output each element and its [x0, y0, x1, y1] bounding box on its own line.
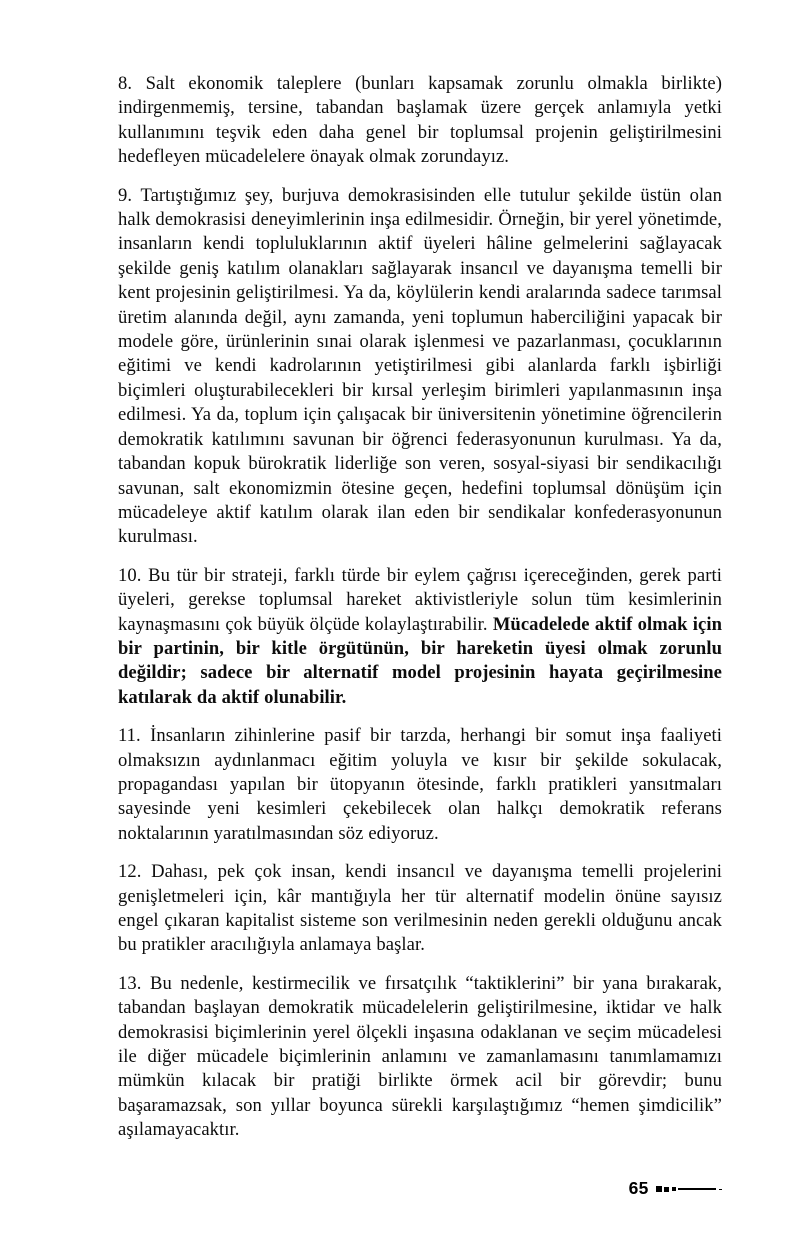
ornament-square-small-icon: [672, 1187, 676, 1191]
paragraph-8: 8. Salt ekonomik taleplere (bunları kapsamak zorunlu olmakla birlikte) indirgenmemiş, tersine, tabandan başlamak üzere gerçek anlamıyla yetki kullanımını teşvik eden daha genel bir toplumsal projenin geliştirilmesini hedefleyen mücadelelere önayak olmak zorundayız.: [118, 73, 722, 168]
ornament-tail-icon: [719, 1189, 722, 1190]
paragraph-9: 9. Tartıştığımız şey, burjuva demokrasisinden elle tutulur şekilde üstün olan halk demokrasisi deneyimlerinin inşa edilmesidir. Örneğin, bir yerel yönetimde, insanların kendi topluluklarının aktif üyeleri hâline gelmelerini sağlayacak şekilde geniş katılım olanakları sağlayarak insancıl ve dayanışma temelli bir kent projesinin geliştirilmesi. Ya da, köylülerin kendi aralarında sadece tarımsal üretim alanında değil, aynı zamanda, yeni toplumun haberciliğini yapacak bir modele göre, ürünlerinin sınai olarak işlenmesi ve pazarlanması, çocuklarının eğitimi ve kendi kadrolarının yetiştirilmesi gibi alanlarda farklı işbirliği biçimleri oluşturabilecekleri bir kırsal yerleşim birimleri yapılanmasının inşa edilmesi. Ya da, toplum için çalışacak bir üniversitenin yönetimine öğrencilerin demokratik katılımını savunan bir öğrenci federasyonunun kurulması. Ya da, tabandan kopuk bürokratik liderliğe son veren, sosyal-siyasi bir sendikacılığı savunan, salt ekonomizmin ötesine geçen, hedefini toplumsal dönüşüm için mücadeleye aktif katılım olarak ilan eden bir sendikalar konfederasyonunun kurulması.: [118, 184, 722, 548]
paragraph-10-normal-run: 10. Bu tür bir strateji, farklı türde bir eylem çağrısı içereceğinden, gerek parti üyeleri, gerekse toplumsal hareket aktivistleriyle solun tüm kesimlerinin kaynaşmasını çok büyük ölçüde kolaylaştırabilir.: [118, 564, 722, 635]
paragraph-11: 11. İnsanların zihinlerine pasif bir tarzda, herhangi bir somut inşa faaliyeti olmaksızın aydınlanmacı eğitim yoluyla ve kısır bir şekilde sokulacak, propagandası yapılan bir ütopyanın ötesinde, farklı pratikleri yansıtmaları sayesinde yeni kesimleri çekebilecek olan halkçı demokratik referans noktalarının yaratılmasından söz ediyoruz.: [118, 725, 722, 844]
ornament-square-large-icon: [656, 1186, 662, 1192]
page-number: 65: [628, 1178, 649, 1199]
text-column: [118, 72, 722, 1143]
ornament-square-medium-icon: [664, 1187, 669, 1192]
ornament-rule-icon: [678, 1188, 716, 1191]
paragraph-12: 12. Dahası, pek çok insan, kendi insancıl ve dayanışma temelli projelerini genişletmeleri için, kâr mantığıyla her tür alternatif modelin önüne sayısız engel çıkaran kapitalist sisteme son verilmesinin neden gerekli olduğunu ancak bu pratikler aracılığıyla anlamaya başlar.: [118, 861, 722, 956]
paragraph-13: 13. Bu nedenle, kestirmecilik ve fırsatçılık “taktiklerini” bir yana bırakarak, tabandan başlayan demokratik mücadelelerin geliştirilmesine, iktidar ve halk demokrasisi biçimlerinin yerel ölçekli inşasına odaklanan ve seçim mücadelesi ile diğer mücadele biçimlerinin anlamını ve zamanlamasını tanımlamamızı mümkün kılacak bir pratiği birlikte örmek acil bir görevdir; bunu başaramazsak, son yıllar boyunca sürekli karşılaştığımız “hemen şimdicilik” aşılamayacaktır.: [118, 972, 722, 1141]
paragraph-10-bold-run: Mücadelede aktif olmak için bir partinin, bir kitle örgütünün, bir hareketin üyesi olmak zorunlu değildir; sadece bir alternatif model projesinin hayata geçirilmesine katılarak da aktif olunabilir.: [118, 613, 722, 708]
footer-ornament-icon: [656, 1183, 723, 1195]
page-footer: [118, 1176, 722, 1202]
paragraph-10: [118, 564, 722, 710]
